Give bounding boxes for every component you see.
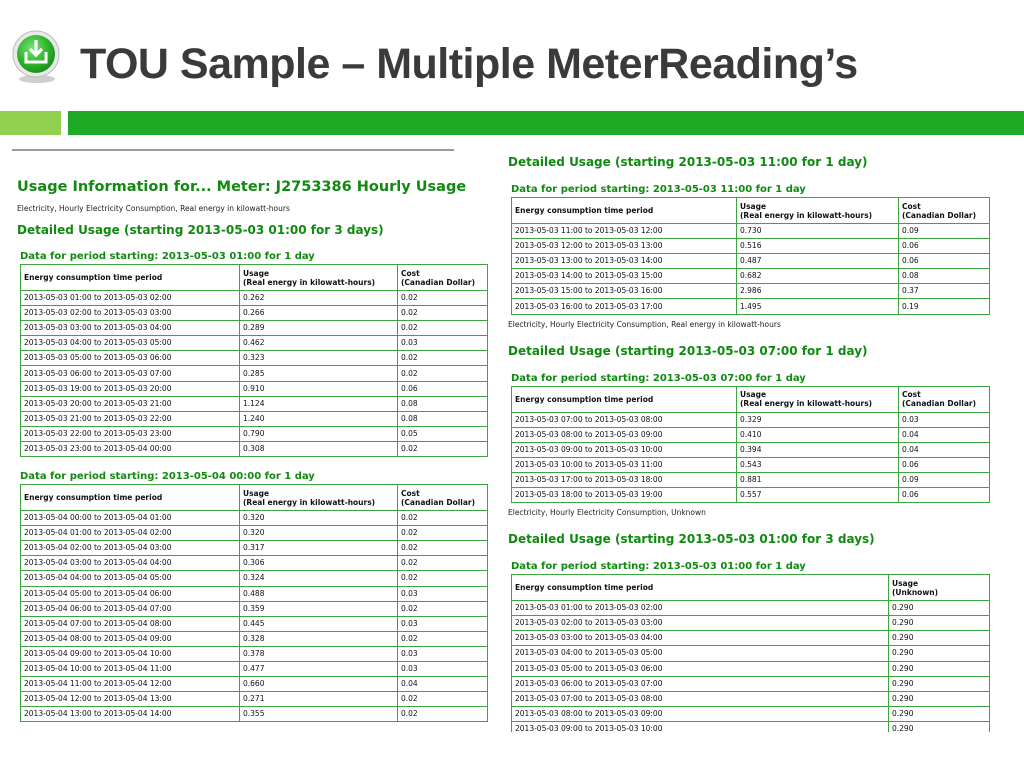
usage-cell: 0.329	[737, 412, 899, 427]
header-line: Energy consumption time period	[24, 273, 163, 282]
accent-band-dark	[68, 111, 1024, 135]
column-header	[240, 265, 398, 291]
accent-band-light	[0, 111, 61, 135]
cost-cell: 0.02	[398, 366, 488, 381]
cost-cell: 0.02	[398, 511, 488, 526]
table-row	[21, 381, 488, 396]
table-row	[21, 321, 488, 336]
cost-cell: 0.02	[398, 321, 488, 336]
time-period-cell: 2013-05-03 17:00 to 2013-05-03 18:00	[512, 472, 737, 487]
table-row	[21, 526, 488, 541]
table-row	[512, 661, 990, 676]
table-row	[21, 586, 488, 601]
column-header	[889, 575, 990, 601]
cost-cell: 0.06	[398, 381, 488, 396]
header-line: Cost	[401, 488, 420, 498]
time-period-cell: 2013-05-03 03:00 to 2013-05-03 04:00	[21, 321, 240, 336]
table-row	[21, 411, 488, 426]
time-period-cell: 2013-05-04 04:00 to 2013-05-04 05:00	[21, 571, 240, 586]
right-report	[503, 152, 993, 732]
time-period-cell: 2013-05-03 19:00 to 2013-05-03 20:00	[21, 381, 240, 396]
table-row	[512, 457, 990, 472]
time-period-cell: 2013-05-04 11:00 to 2013-05-04 12:00	[21, 677, 240, 692]
time-period-cell: 2013-05-04 06:00 to 2013-05-04 07:00	[21, 601, 240, 616]
usage-cell: 0.290	[889, 706, 990, 721]
period-heading: Data for period starting: 2013-05-03 11:00 for 1 day	[511, 184, 806, 195]
table-row	[21, 366, 488, 381]
cost-cell: 0.02	[398, 541, 488, 556]
cost-cell: 0.03	[398, 646, 488, 661]
detailed-usage-heading: Detailed Usage (starting 2013-05-03 01:00 for 3 days)	[17, 223, 384, 237]
period-heading: Data for period starting: 2013-05-03 01:00 for 1 day	[20, 251, 315, 262]
time-period-cell: 2013-05-03 04:00 to 2013-05-03 05:00	[21, 336, 240, 351]
header-line: (Real energy in kilowatt-hours)	[740, 210, 873, 220]
table-row	[512, 442, 990, 457]
table-header-row	[512, 198, 990, 224]
usage-table	[20, 264, 488, 457]
cost-cell: 0.02	[398, 291, 488, 306]
usage-info-heading: Usage Information for... Meter: J2753386 Hourly Usage	[17, 179, 467, 195]
table-row	[21, 556, 488, 571]
usage-cell: 0.730	[737, 224, 899, 239]
time-period-cell: 2013-05-04 01:00 to 2013-05-04 02:00	[21, 526, 240, 541]
usage-cell: 0.290	[889, 691, 990, 706]
cost-cell: 0.09	[899, 472, 990, 487]
cost-cell: 0.02	[398, 631, 488, 646]
usage-cell: 0.290	[889, 631, 990, 646]
usage-cell: 0.543	[737, 457, 899, 472]
table-row	[21, 631, 488, 646]
table-row	[512, 676, 990, 691]
cost-cell: 0.02	[398, 526, 488, 541]
usage-cell: 0.660	[240, 677, 398, 692]
usage-cell: 0.290	[889, 616, 990, 631]
table-row	[512, 412, 990, 427]
cost-cell: 0.06	[899, 254, 990, 269]
cost-cell: 0.06	[899, 488, 990, 503]
table-row	[21, 616, 488, 631]
time-period-cell: 2013-05-04 03:00 to 2013-05-04 04:00	[21, 556, 240, 571]
header-line: Usage	[740, 201, 767, 211]
column-header	[398, 265, 488, 291]
usage-cell: 0.910	[240, 381, 398, 396]
usage-cell: 0.320	[240, 526, 398, 541]
header-line: Usage	[243, 268, 270, 278]
time-period-cell: 2013-05-03 22:00 to 2013-05-03 23:00	[21, 426, 240, 441]
table-header-row	[512, 386, 990, 412]
column-header	[737, 386, 899, 412]
table-row	[512, 254, 990, 269]
time-period-cell: 2013-05-04 12:00 to 2013-05-04 13:00	[21, 692, 240, 707]
table-row	[512, 488, 990, 503]
column-header	[21, 265, 240, 291]
cost-cell: 0.02	[398, 441, 488, 456]
period-heading: Data for period starting: 2013-05-03 07:00 for 1 day	[511, 372, 806, 384]
column-header	[512, 198, 737, 224]
usage-cell: 0.290	[889, 646, 990, 661]
time-period-cell: 2013-05-03 01:00 to 2013-05-03 02:00	[21, 291, 240, 306]
usage-cell: 0.306	[240, 556, 398, 571]
table-header-row	[21, 485, 488, 511]
cost-cell: 0.02	[398, 556, 488, 571]
usage-cell: 1.495	[737, 299, 899, 314]
table-row	[21, 306, 488, 321]
header-line: Energy consumption time period	[24, 493, 163, 503]
header-line: Usage	[740, 390, 767, 400]
usage-cell: 0.262	[240, 291, 398, 306]
column-header	[21, 485, 240, 511]
time-period-cell: 2013-05-03 01:00 to 2013-05-03 02:00	[512, 601, 889, 616]
usage-table	[511, 574, 990, 732]
header-line: Usage	[892, 578, 919, 588]
table-row	[512, 631, 990, 646]
usage-cell: 0.462	[240, 336, 398, 351]
table-row	[512, 721, 990, 732]
time-period-cell: 2013-05-03 05:00 to 2013-05-03 06:00	[512, 661, 889, 676]
table-header-row	[21, 265, 488, 291]
detailed-usage-heading: Detailed Usage (starting 2013-05-03 01:00 for 3 days)	[508, 532, 875, 547]
time-period-cell: 2013-05-04 09:00 to 2013-05-04 10:00	[21, 646, 240, 661]
time-period-cell: 2013-05-03 08:00 to 2013-05-03 09:00	[512, 427, 737, 442]
time-period-cell: 2013-05-03 15:00 to 2013-05-03 16:00	[512, 284, 737, 299]
time-period-cell: 2013-05-04 08:00 to 2013-05-04 09:00	[21, 631, 240, 646]
time-period-cell: 2013-05-03 18:00 to 2013-05-03 19:00	[512, 488, 737, 503]
usage-cell: 1.124	[240, 396, 398, 411]
usage-cell: 0.308	[240, 441, 398, 456]
usage-info-subtitle: Electricity, Hourly Electricity Consumption, Real energy in kilowatt-hours	[17, 204, 290, 213]
usage-cell: 1.240	[240, 411, 398, 426]
detailed-usage-heading: Detailed Usage (starting 2013-05-03 07:00 for 1 day)	[508, 343, 868, 358]
cost-cell: 0.03	[899, 412, 990, 427]
table-row	[512, 427, 990, 442]
header-line: Usage	[243, 488, 270, 498]
column-header	[240, 485, 398, 511]
table-row	[512, 601, 990, 616]
table-row	[21, 707, 488, 722]
usage-cell: 0.328	[240, 631, 398, 646]
cost-cell: 0.09	[899, 224, 990, 239]
time-period-cell: 2013-05-03 16:00 to 2013-05-03 17:00	[512, 299, 737, 314]
time-period-cell: 2013-05-04 13:00 to 2013-05-04 14:00	[21, 707, 240, 722]
time-period-cell: 2013-05-03 20:00 to 2013-05-03 21:00	[21, 396, 240, 411]
cost-cell: 0.03	[398, 586, 488, 601]
usage-cell: 0.487	[737, 254, 899, 269]
usage-cell: 0.477	[240, 661, 398, 676]
meter-reading-description: Electricity, Hourly Electricity Consumption, Real energy in kilowatt-hours	[508, 319, 781, 329]
table-row	[21, 351, 488, 366]
usage-cell: 0.317	[240, 541, 398, 556]
table-row	[512, 472, 990, 487]
cost-cell: 0.05	[398, 426, 488, 441]
cost-cell: 0.04	[398, 677, 488, 692]
column-header	[512, 575, 889, 601]
table-row	[512, 299, 990, 314]
usage-cell: 2.986	[737, 284, 899, 299]
cost-cell: 0.03	[398, 616, 488, 631]
column-header	[737, 198, 899, 224]
usage-cell: 0.290	[889, 676, 990, 691]
header-line: (Canadian Dollar)	[902, 210, 977, 220]
time-period-cell: 2013-05-03 06:00 to 2013-05-03 07:00	[512, 676, 889, 691]
table-row	[21, 677, 488, 692]
header-line: (Real energy in kilowatt-hours)	[740, 399, 873, 409]
usage-cell: 0.488	[240, 586, 398, 601]
table-row	[21, 291, 488, 306]
usage-cell: 0.289	[240, 321, 398, 336]
table-row	[512, 239, 990, 254]
header-line: Cost	[401, 268, 420, 278]
cost-cell: 0.04	[899, 442, 990, 457]
table-row	[21, 601, 488, 616]
time-period-cell: 2013-05-03 13:00 to 2013-05-03 14:00	[512, 254, 737, 269]
period-heading: Data for period starting: 2013-05-03 01:00 for 1 day	[511, 561, 806, 573]
table-row	[21, 692, 488, 707]
column-header	[899, 198, 990, 224]
usage-cell: 0.516	[737, 239, 899, 254]
time-period-cell: 2013-05-03 14:00 to 2013-05-03 15:00	[512, 269, 737, 284]
cost-cell: 0.02	[398, 351, 488, 366]
table-row	[21, 571, 488, 586]
usage-cell: 0.410	[737, 427, 899, 442]
table-row	[21, 426, 488, 441]
usage-cell: 0.324	[240, 571, 398, 586]
top-rule	[12, 149, 454, 151]
cost-cell: 0.37	[899, 284, 990, 299]
table-row	[21, 661, 488, 676]
cost-cell: 0.06	[899, 457, 990, 472]
table-row	[512, 269, 990, 284]
cost-cell: 0.08	[899, 269, 990, 284]
time-period-cell: 2013-05-03 06:00 to 2013-05-03 07:00	[21, 366, 240, 381]
time-period-cell: 2013-05-03 12:00 to 2013-05-03 13:00	[512, 239, 737, 254]
time-period-cell: 2013-05-03 23:00 to 2013-05-04 00:00	[21, 441, 240, 456]
time-period-cell: 2013-05-04 02:00 to 2013-05-04 03:00	[21, 541, 240, 556]
time-period-cell: 2013-05-03 21:00 to 2013-05-03 22:00	[21, 411, 240, 426]
time-period-cell: 2013-05-04 00:00 to 2013-05-04 01:00	[21, 511, 240, 526]
left-report	[12, 149, 496, 731]
slide-title: TOU Sample – Multiple MeterReading’s	[80, 40, 858, 88]
usage-cell: 0.359	[240, 601, 398, 616]
usage-cell: 0.445	[240, 616, 398, 631]
period-heading: Data for period starting: 2013-05-04 00:00 for 1 day	[20, 471, 315, 483]
time-period-cell: 2013-05-03 09:00 to 2013-05-03 10:00	[512, 442, 737, 457]
usage-cell: 0.790	[240, 426, 398, 441]
column-header	[398, 485, 488, 511]
table-row	[21, 396, 488, 411]
table-row	[21, 336, 488, 351]
usage-cell: 0.290	[889, 661, 990, 676]
usage-cell: 0.557	[737, 488, 899, 503]
usage-cell: 0.290	[889, 721, 990, 732]
time-period-cell: 2013-05-03 03:00 to 2013-05-03 04:00	[512, 631, 889, 646]
time-period-cell: 2013-05-03 08:00 to 2013-05-03 09:00	[512, 706, 889, 721]
detailed-usage-heading: Detailed Usage (starting 2013-05-03 11:00 for 1 day)	[508, 155, 868, 169]
cost-cell: 0.02	[398, 571, 488, 586]
download-icon	[8, 28, 66, 86]
column-header	[512, 386, 737, 412]
cost-cell: 0.02	[398, 601, 488, 616]
time-period-cell: 2013-05-03 11:00 to 2013-05-03 12:00	[512, 224, 737, 239]
time-period-cell: 2013-05-04 10:00 to 2013-05-04 11:00	[21, 661, 240, 676]
time-period-cell: 2013-05-03 02:00 to 2013-05-03 03:00	[512, 616, 889, 631]
header-line: Cost	[902, 201, 921, 211]
usage-cell: 0.323	[240, 351, 398, 366]
usage-cell: 0.682	[737, 269, 899, 284]
table-row	[21, 646, 488, 661]
usage-cell: 0.881	[737, 472, 899, 487]
header-line: Energy consumption time period	[515, 394, 654, 404]
header-line: (Canadian Dollar)	[401, 497, 476, 507]
cost-cell: 0.06	[899, 239, 990, 254]
usage-cell: 0.266	[240, 306, 398, 321]
time-period-cell: 2013-05-03 09:00 to 2013-05-03 10:00	[512, 721, 889, 732]
cost-cell: 0.02	[398, 707, 488, 722]
time-period-cell: 2013-05-04 07:00 to 2013-05-04 08:00	[21, 616, 240, 631]
usage-cell: 0.355	[240, 707, 398, 722]
time-period-cell: 2013-05-03 07:00 to 2013-05-03 08:00	[512, 412, 737, 427]
table-header-row	[512, 575, 990, 601]
table-row	[21, 541, 488, 556]
header-line: Energy consumption time period	[515, 583, 654, 593]
header-line: (Real energy in kilowatt-hours)	[243, 497, 376, 507]
header-line: (Canadian Dollar)	[902, 399, 977, 409]
cost-cell: 0.03	[398, 336, 488, 351]
header-line: Cost	[902, 390, 921, 400]
time-period-cell: 2013-05-03 04:00 to 2013-05-03 05:00	[512, 646, 889, 661]
table-row	[512, 691, 990, 706]
usage-cell: 0.378	[240, 646, 398, 661]
time-period-cell: 2013-05-03 07:00 to 2013-05-03 08:00	[512, 691, 889, 706]
cost-cell: 0.08	[398, 396, 488, 411]
usage-table	[511, 386, 990, 504]
usage-cell: 0.290	[889, 601, 990, 616]
time-period-cell: 2013-05-03 05:00 to 2013-05-03 06:00	[21, 351, 240, 366]
cost-cell: 0.03	[398, 661, 488, 676]
header-line: (Unknown)	[892, 587, 939, 597]
table-row	[512, 616, 990, 631]
time-period-cell: 2013-05-03 02:00 to 2013-05-03 03:00	[21, 306, 240, 321]
cost-cell: 0.19	[899, 299, 990, 314]
table-row	[512, 284, 990, 299]
usage-cell: 0.285	[240, 366, 398, 381]
usage-cell: 0.271	[240, 692, 398, 707]
table-row	[21, 441, 488, 456]
usage-cell: 0.394	[737, 442, 899, 457]
table-row	[512, 224, 990, 239]
cost-cell: 0.02	[398, 306, 488, 321]
header-line: (Canadian Dollar)	[401, 277, 476, 287]
table-row	[512, 706, 990, 721]
cost-cell: 0.04	[899, 427, 990, 442]
table-row	[512, 646, 990, 661]
usage-table	[20, 484, 488, 722]
table-row	[21, 511, 488, 526]
header-line: Energy consumption time period	[515, 206, 654, 215]
time-period-cell: 2013-05-03 10:00 to 2013-05-03 11:00	[512, 457, 737, 472]
column-header	[899, 386, 990, 412]
usage-table	[511, 197, 990, 315]
time-period-cell: 2013-05-04 05:00 to 2013-05-04 06:00	[21, 586, 240, 601]
usage-cell: 0.320	[240, 511, 398, 526]
cost-cell: 0.08	[398, 411, 488, 426]
cost-cell: 0.02	[398, 692, 488, 707]
meter-reading-description: Electricity, Hourly Electricity Consumption, Unknown	[508, 508, 706, 518]
header-line: (Real energy in kilowatt-hours)	[243, 277, 376, 287]
